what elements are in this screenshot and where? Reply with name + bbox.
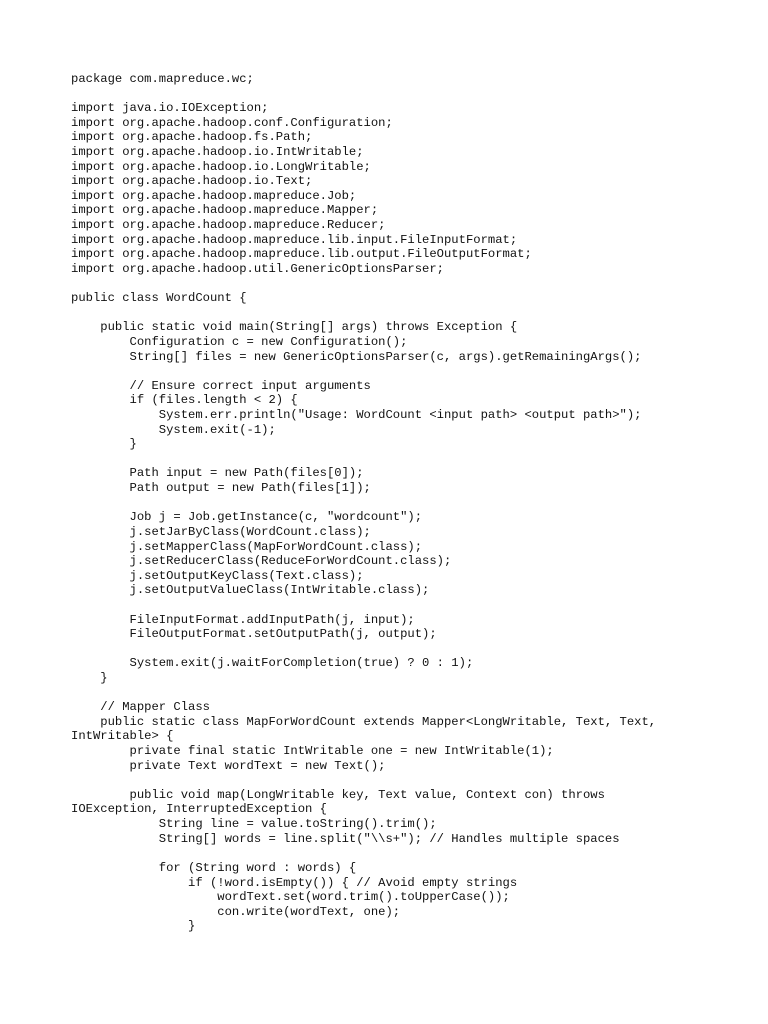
code-line <box>71 598 656 613</box>
code-line: String line = value.toString().trim(); <box>71 817 437 832</box>
code-line: public void map(LongWritable key, Text value, Context con) throws <box>71 787 605 802</box>
code-line: import org.apache.hadoop.mapreduce.Mapper; <box>71 203 379 218</box>
code-line: wordText.set(word.trim().toUpperCase()); <box>71 890 510 905</box>
code-line <box>71 87 656 102</box>
code-line <box>71 452 656 467</box>
code-line: for (String word : words) { <box>71 860 357 875</box>
code-line: String[] files = new GenericOptionsParser(c, args).getRemainingArgs(); <box>71 349 642 364</box>
code-line: Job j = Job.getInstance(c, "wordcount"); <box>71 510 423 525</box>
code-listing <box>71 72 656 934</box>
code-line: j.setJarByClass(WordCount.class); <box>71 524 371 539</box>
code-line: } <box>71 670 108 685</box>
code-line: j.setReducerClass(ReduceForWordCount.class); <box>71 554 452 569</box>
code-line: System.exit(j.waitForCompletion(true) ? 0 : 1); <box>71 656 474 671</box>
code-line: import org.apache.hadoop.mapreduce.Reducer; <box>71 218 386 233</box>
code-line: import org.apache.hadoop.mapreduce.lib.output.FileOutputFormat; <box>71 247 532 262</box>
code-line: import org.apache.hadoop.util.GenericOptionsParser; <box>71 261 444 276</box>
code-line <box>71 277 656 292</box>
code-line: IOException, InterruptedException { <box>71 802 327 817</box>
code-line <box>71 686 656 701</box>
code-line: j.setOutputKeyClass(Text.class); <box>71 568 364 583</box>
code-line: FileInputFormat.addInputPath(j, input); <box>71 612 415 627</box>
code-line <box>71 773 656 788</box>
code-line: public class WordCount { <box>71 291 247 306</box>
code-line: } <box>71 919 196 934</box>
code-line: // Mapper Class <box>71 700 210 715</box>
code-line: import org.apache.hadoop.conf.Configuration; <box>71 115 393 130</box>
code-line: import org.apache.hadoop.io.LongWritable; <box>71 159 371 174</box>
code-line: con.write(wordText, one); <box>71 904 401 919</box>
code-line <box>71 642 656 657</box>
code-line: j.setMapperClass(MapForWordCount.class); <box>71 539 423 554</box>
code-line: package com.mapreduce.wc; <box>71 72 254 86</box>
code-line: if (!word.isEmpty()) { // Avoid empty strings <box>71 875 518 890</box>
code-line: private final static IntWritable one = new IntWritable(1); <box>71 744 554 759</box>
code-line <box>71 306 656 321</box>
code-line: String[] words = line.split("\\s+"); // Handles multiple spaces <box>71 831 620 846</box>
code-line: IntWritable> { <box>71 729 174 744</box>
code-line: import org.apache.hadoop.mapreduce.Job; <box>71 188 357 203</box>
code-line: FileOutputFormat.setOutputPath(j, output); <box>71 627 437 642</box>
code-line: if (files.length < 2) { <box>71 393 298 408</box>
code-line: System.exit(-1); <box>71 422 276 437</box>
code-line: System.err.println("Usage: WordCount <input path> <output path>"); <box>71 408 642 423</box>
code-line <box>71 846 656 861</box>
code-line <box>71 496 656 511</box>
code-line: Path input = new Path(files[0]); <box>71 466 364 481</box>
code-line: } <box>71 437 137 452</box>
code-line: import org.apache.hadoop.mapreduce.lib.input.FileInputFormat; <box>71 232 518 247</box>
code-line: private Text wordText = new Text(); <box>71 758 386 773</box>
code-line: j.setOutputValueClass(IntWritable.class); <box>71 583 430 598</box>
code-line: import org.apache.hadoop.fs.Path; <box>71 130 313 145</box>
code-line <box>71 364 656 379</box>
code-line: // Ensure correct input arguments <box>71 378 371 393</box>
code-line: public static void main(String[] args) throws Exception { <box>71 320 518 335</box>
code-line: import java.io.IOException; <box>71 101 269 116</box>
code-line: Configuration c = new Configuration(); <box>71 334 408 349</box>
code-line: public static class MapForWordCount extends Mapper<LongWritable, Text, Text, <box>71 714 657 729</box>
code-line: Path output = new Path(files[1]); <box>71 481 371 496</box>
code-line: import org.apache.hadoop.io.Text; <box>71 174 313 189</box>
code-line: import org.apache.hadoop.io.IntWritable; <box>71 145 364 160</box>
